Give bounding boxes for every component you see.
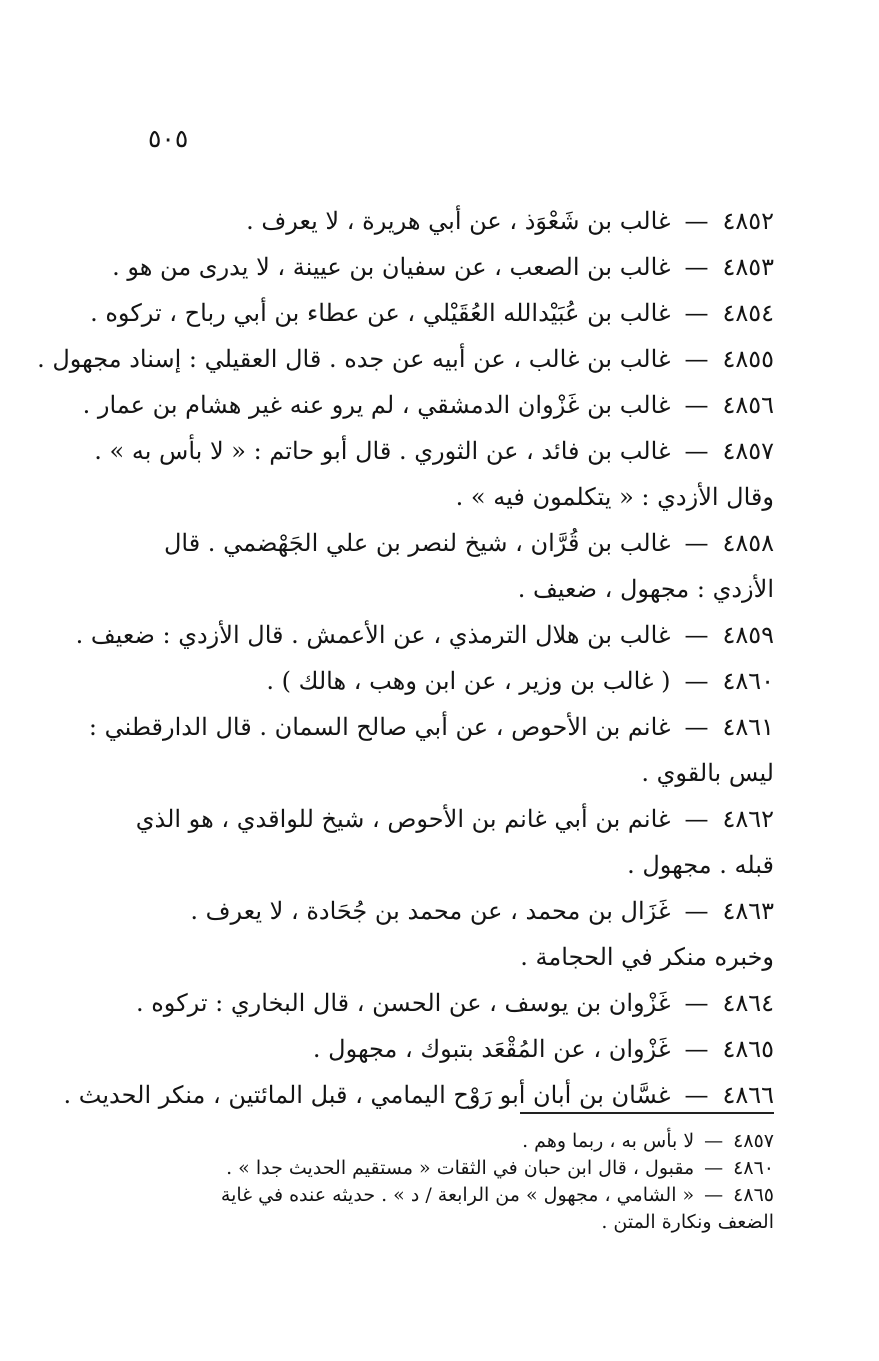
entry-continuation: ليس بالقوي . xyxy=(641,759,774,787)
footnote-dash: — xyxy=(704,1157,724,1179)
entry-number: ٤٨٥٤ xyxy=(722,299,774,327)
entry-continuation: الأزدي : مجهول ، ضعيف . xyxy=(517,575,774,603)
entry-7 xyxy=(118,520,774,566)
entry-8 xyxy=(75,612,774,658)
entry-dash: — xyxy=(684,299,709,327)
entry-4 xyxy=(37,336,774,382)
entry-text: غَزْوان بن يوسف ، عن الحسن ، قال البخاري : تركوه . xyxy=(135,989,671,1017)
entry-dash: — xyxy=(684,253,709,281)
entry-continuation: وخبره منكر في الحجامة . xyxy=(520,943,774,971)
entry-text: غالب بن الصعب ، عن سفيان بن عيينة ، لا يدرى من هو . xyxy=(112,253,671,281)
entry-dash: — xyxy=(684,713,709,741)
footnote-number: ٤٨٥٧ xyxy=(733,1130,774,1152)
entry-number: ٤٨٥٩ xyxy=(722,621,774,649)
entry-2 xyxy=(112,244,774,290)
entry-10 xyxy=(88,704,774,750)
entry-dash: — xyxy=(684,989,709,1017)
entry-number: ٤٨٥٧ xyxy=(722,437,774,465)
entry-dash: — xyxy=(684,667,709,695)
footnote-rule xyxy=(520,1112,774,1114)
entry-1 xyxy=(118,198,774,244)
footnote-1 xyxy=(118,1128,774,1155)
entry-text: غَزْوان ، عن المُقْعَد بتبوك ، مجهول . xyxy=(312,1035,671,1063)
footnotes-list xyxy=(118,1128,774,1236)
entry-dash: — xyxy=(684,207,709,235)
entry-text: غالب بن غالب ، عن أبيه عن جده . قال العقيلي : إسناد مجهول . xyxy=(37,345,671,373)
footnote-2 xyxy=(118,1155,774,1182)
entry-text: غالب بن غَزْوان الدمشقي ، لم يرو عنه غير هشام بن عمار . xyxy=(82,391,671,419)
footnote-3 xyxy=(118,1182,774,1209)
entry-number: ٤٨٥٢ xyxy=(722,207,774,235)
entry-text: غَزَال بن محمد ، عن محمد بن جُحَادة ، لا يعرف . xyxy=(190,897,671,925)
entry-dash: — xyxy=(684,437,709,465)
entry-text: ( غالب بن وزير ، عن ابن وهب ، هالك ) . xyxy=(266,667,671,695)
entry-14 xyxy=(118,1026,774,1072)
entry-text: غالب بن شَعْوَذ ، عن أبي هريرة ، لا يعرف . xyxy=(246,207,671,235)
entry-text: غالب بن هلال الترمذي ، عن الأعمش . قال الأزدي : ضعيف . xyxy=(75,621,671,649)
entry-number: ٤٨٦٠ xyxy=(722,667,774,695)
footnote-dash: — xyxy=(704,1184,724,1206)
entry-text: غسَّان بن أبان أبو رَوْح اليمامي ، قبل المائتين ، منكر الحديث . xyxy=(63,1081,671,1109)
entry-dash: — xyxy=(684,345,709,373)
entry-13 xyxy=(118,980,774,1026)
entry-continuation: قبله . مجهول . xyxy=(627,851,774,879)
entry-dash: — xyxy=(684,897,709,925)
entry-text: غالب بن عُبَيْدالله العُقَيْلي ، عن عطاء بن أبي رباح ، تركوه . xyxy=(90,299,671,327)
entry-dash: — xyxy=(684,529,709,557)
entry-text: غانم بن الأحوص ، عن أبي صالح السمان . قال الدارقطني : xyxy=(88,713,671,741)
footnote-number: ٤٨٦٠ xyxy=(733,1157,774,1179)
entry-number: ٤٨٥٥ xyxy=(722,345,774,373)
entry-dash: — xyxy=(684,391,709,419)
entry-9 xyxy=(118,658,774,704)
entry-number: ٤٨٦٥ xyxy=(722,1035,774,1063)
entry-number: ٤٨٦٦ xyxy=(722,1081,774,1109)
entry-continuation: وقال الأزدي : « يتكلمون فيه » . xyxy=(455,483,774,511)
entry-11 xyxy=(118,796,774,842)
entry-dash: — xyxy=(684,805,709,833)
footnote-text: « الشامي ، مجهول » من الرابعة / د » . حديثه عنده في غاية xyxy=(220,1184,695,1206)
footnote-text: مقبول ، قال ابن حبان في الثقات « مستقيم الحديث جدا » . xyxy=(226,1157,695,1179)
entry-dash: — xyxy=(684,621,709,649)
entry-number: ٤٨٥٦ xyxy=(722,391,774,419)
entry-6 xyxy=(94,428,774,474)
entry-number: ٤٨٦٢ xyxy=(722,805,774,833)
page-number: ٥٠٥ xyxy=(148,124,189,153)
entry-dash: — xyxy=(684,1035,709,1063)
entries-list xyxy=(37,198,774,1118)
entry-number: ٤٨٦٣ xyxy=(722,897,774,925)
entry-12 xyxy=(118,888,774,934)
footnote-continuation: الضعف ونكارة المتن . xyxy=(601,1211,774,1233)
entry-number: ٤٨٦١ xyxy=(722,713,774,741)
entry-number: ٤٨٥٨ xyxy=(722,529,774,557)
entry-dash: — xyxy=(684,1081,709,1109)
footnote-number: ٤٨٦٥ xyxy=(733,1184,774,1206)
entry-number: ٤٨٥٣ xyxy=(722,253,774,281)
entry-number: ٤٨٦٤ xyxy=(722,989,774,1017)
entry-text: غالب بن قُرَّان ، شيخ لنصر بن علي الجَهْضمي . قال xyxy=(163,529,671,557)
footnote-dash: — xyxy=(704,1130,724,1152)
entry-5 xyxy=(82,382,774,428)
entry-3 xyxy=(90,290,774,336)
entry-text: غانم بن أبي غانم بن الأحوص ، شيخ للواقدي ، هو الذي xyxy=(135,805,671,833)
footnote-text: لا بأس به ، ربما وهم . xyxy=(522,1130,695,1152)
entry-text: غالب بن فائد ، عن الثوري . قال أبو حاتم : « لا بأس به » . xyxy=(94,437,671,465)
